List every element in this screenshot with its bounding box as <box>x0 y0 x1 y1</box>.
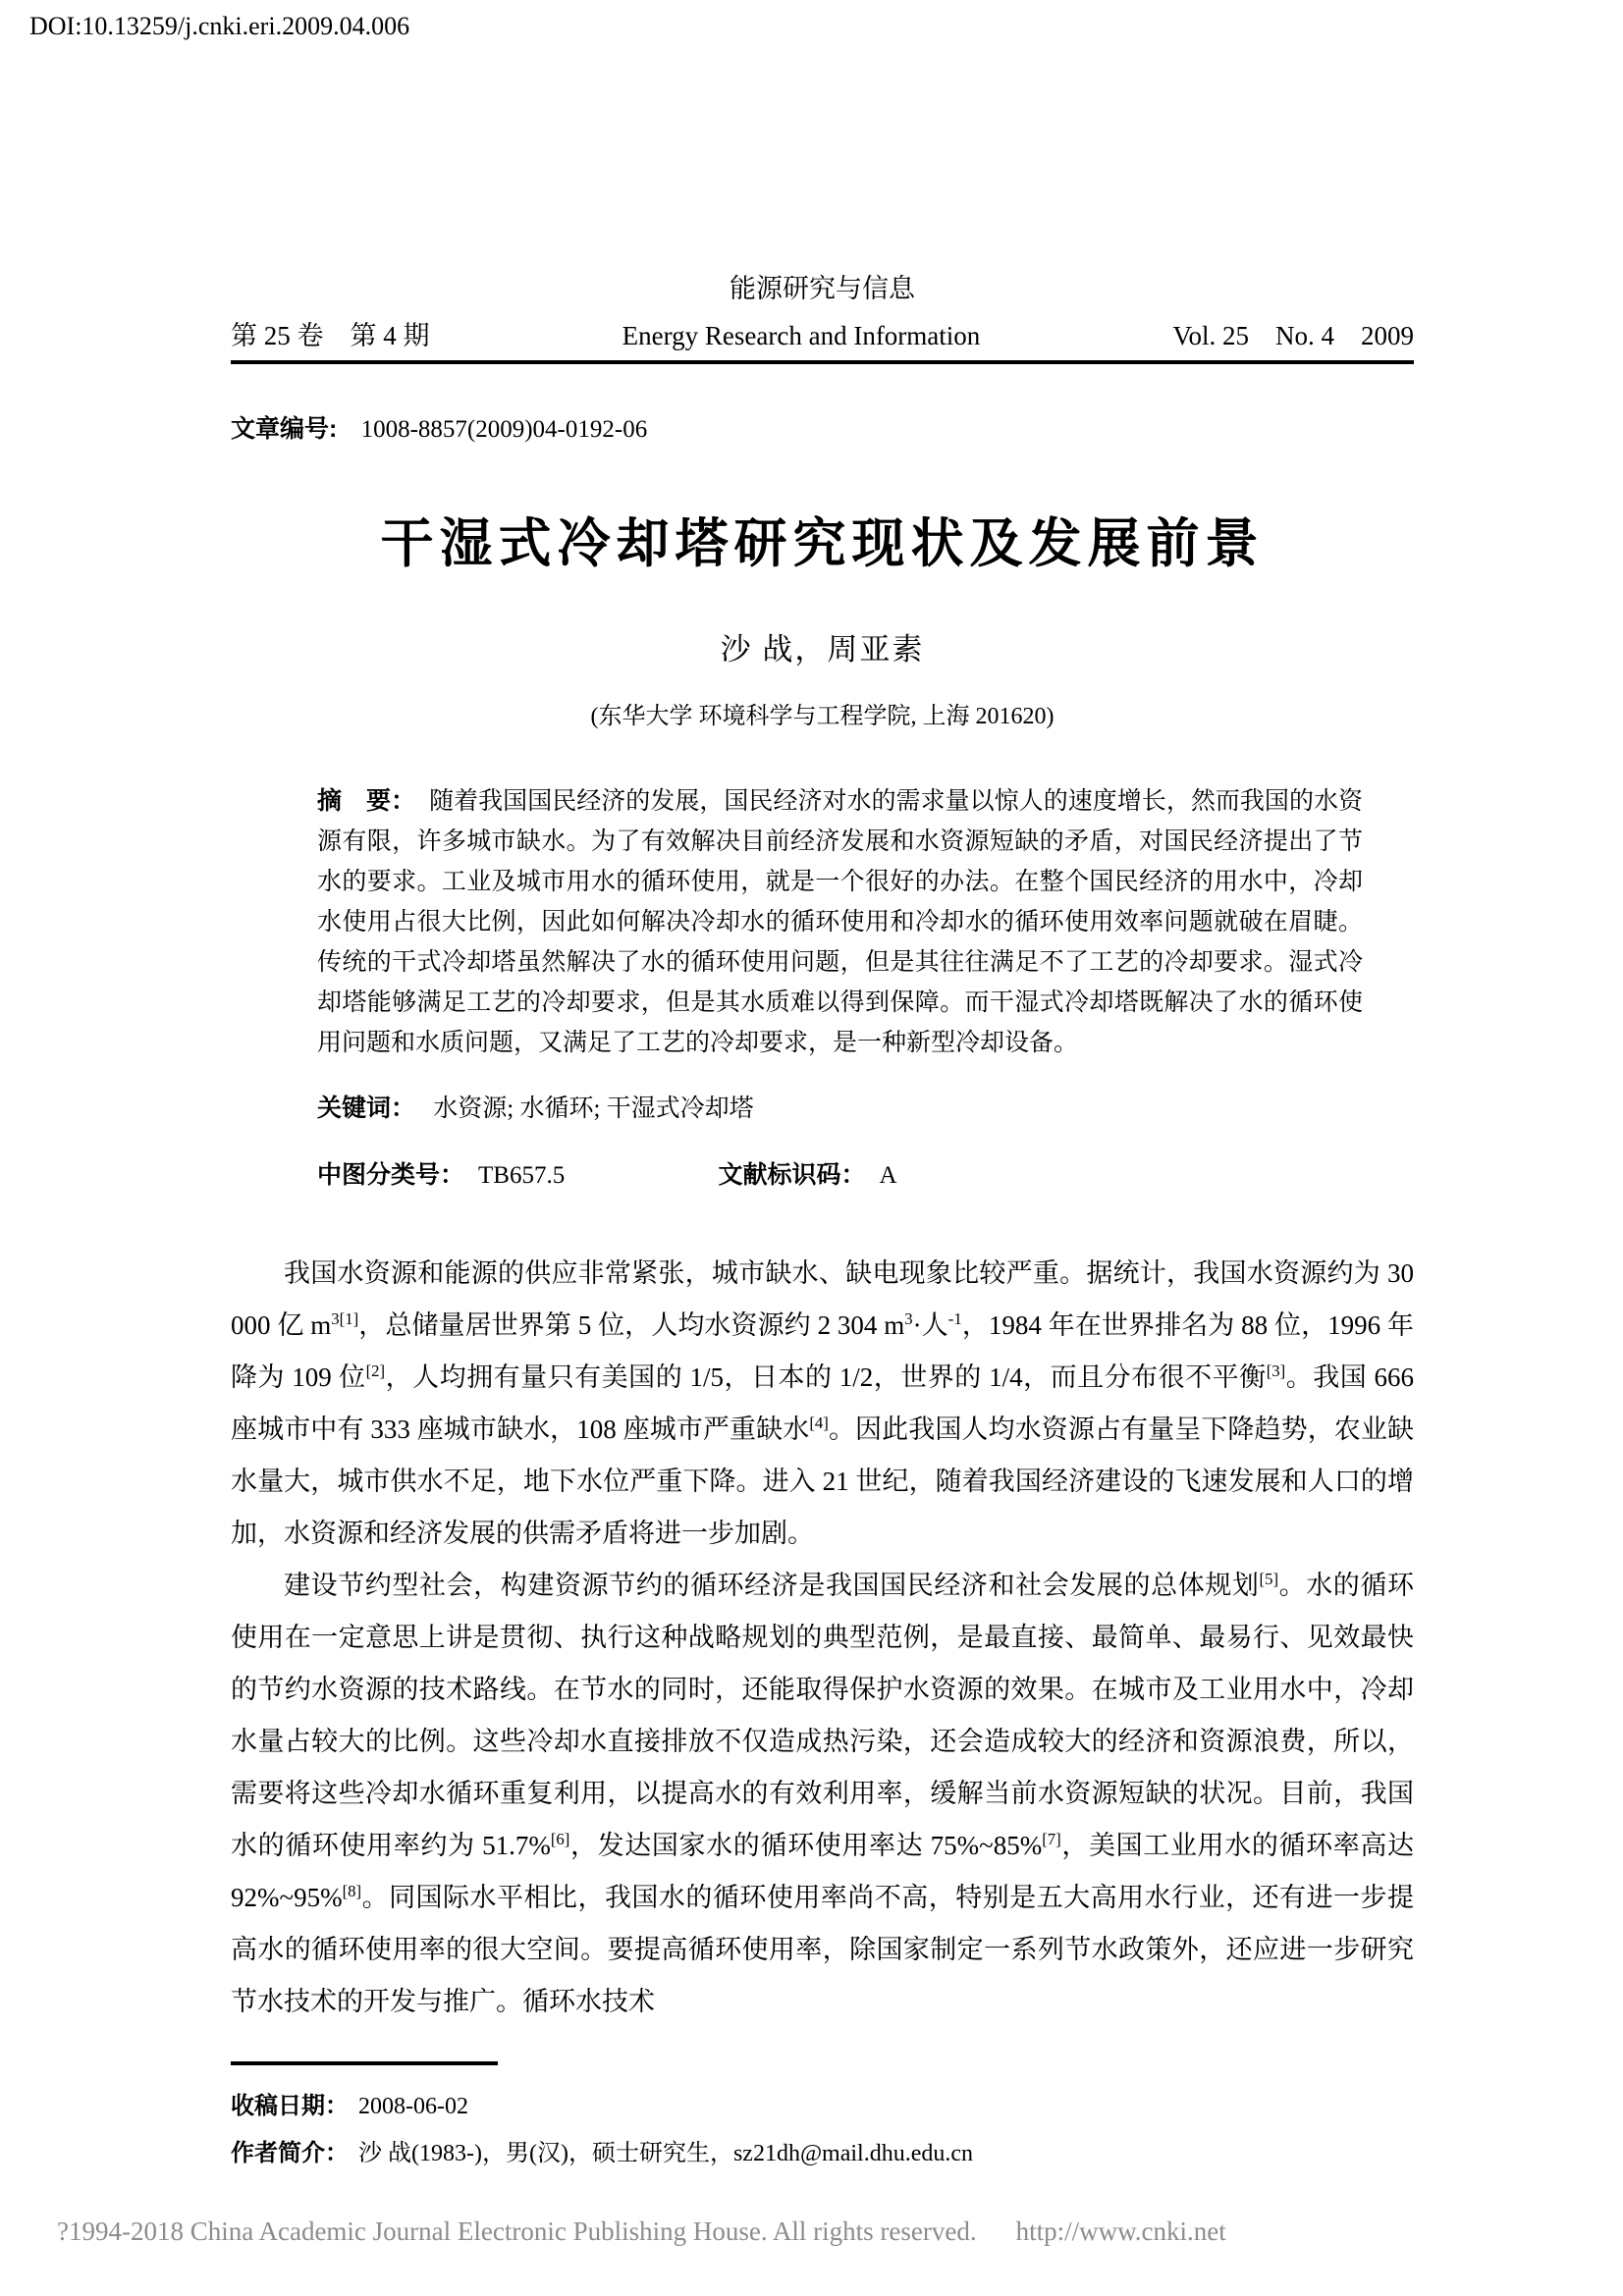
footnote-rule <box>231 2061 498 2065</box>
received-date-line <box>231 2083 1414 2130</box>
author-bio-label: 作者简介： <box>231 2140 349 2166</box>
content-column <box>231 0 1414 2177</box>
copyright-bar <box>57 2216 1226 2247</box>
page-title: 干湿式冷却塔研究现状及发展前景 <box>380 514 1265 573</box>
article-number-line <box>231 409 1414 445</box>
keywords-value: 水资源; 水循环; 干湿式冷却塔 <box>433 1095 754 1122</box>
body-paragraph: 建设节约型社会，构建资源节约的循环经济是我国国民经济和社会发展的总体规划[5]。水的循环使用在一定意思上讲是贯彻、执行这种战略规划的典型范例，是最直接、最简单、最易行、见效最快的节约水资源的技术路线。在节水的同时，还能取得保护水资源的效果。在城市及工业用水中，冷却水量占较大的比例。这些冷却水直接排放不仅造成热污染，还会造成较大的经济和资源浪费，所以，需要将这些冷却水循环重复利用，以提高水的有效利用率，缓解当前水资源短缺的状况。目前，我国水的循环使用率约为 51.7%[6]，发达国家水的循环使用率达 75%~85%[7]，美国工业用水的循环率高达 92%~95%[8]。同国际水平相比，我国水的循环使用率尚不高，特别是五大高用水行业，还有进一步提高水的循环使用率的很大空间。要提高循环使用率，除国家制定一系列节水政策外，还应进一步研究节水技术的开发与推广。循环水技术 <box>231 1570 1415 2016</box>
abstract-label: 摘 要： <box>317 787 416 815</box>
doc-code-label: 文献标识码： <box>718 1161 866 1189</box>
journal-header-row <box>231 314 1414 360</box>
copyright-url: http://www.cnki.net <box>1015 2216 1226 2246</box>
clc-value: TB657.5 <box>478 1162 566 1189</box>
abstract-text: 随着我国国民经济的发展，国民经济对水的需求量以惊人的速度增长，然而我国的水资源有限，许多城市缺水。为了有效解决目前经济发展和水资源短缺的矛盾，对国民经济提出了节水的要求。工业及城市用水的循环使用，就是一个很好的办法。在整个国民经济的用水中，冷却水使用占很大比例，因此如何解决冷却水的循环使用和冷却水的循环使用效率问题就破在眉睫。传统的干式冷却塔虽然解决了水的循环使用问题，但是其往往满足不了工艺的冷却要求。湿式冷却塔能够满足工艺的冷却要求，但是其水质难以得到保障。而干湿式冷却塔既解决了水的循环使用问题和水质问题，又满足了工艺的冷却要求，是一种新型冷却设备。 <box>317 788 1363 1056</box>
issue-info-cn: 第 25 卷 第 4 期 <box>231 321 430 350</box>
keywords-line <box>231 1089 1414 1124</box>
header-rule <box>231 360 1414 364</box>
author-bio-line <box>231 2130 1414 2177</box>
affiliation: (东华大学 环境科学与工程学院, 上海 201620) <box>590 704 1055 729</box>
authors: 沙 战，周亚素 <box>720 632 925 667</box>
issue-info-en: Vol. 25 No. 4 2009 <box>1172 321 1414 350</box>
journal-title-cn: 能源研究与信息 <box>730 274 915 303</box>
footnote-block <box>231 2061 1414 2177</box>
article-number-value: 1008-8857(2009)04-0192-06 <box>360 416 648 443</box>
received-date: 2008-06-02 <box>358 2094 468 2119</box>
doc-code-value: A <box>879 1162 897 1189</box>
body-text <box>231 1248 1414 2028</box>
received-label: 收稿日期： <box>231 2093 349 2119</box>
clc-label: 中图分类号： <box>317 1161 465 1189</box>
doi-text: DOI:10.13259/j.cnki.eri.2009.04.006 <box>29 12 410 40</box>
keywords-label: 关键词： <box>317 1095 416 1122</box>
doc-code-group <box>718 1162 896 1189</box>
classification-line <box>231 1155 1414 1191</box>
body-paragraph: 我国水资源和能源的供应非常紧张，城市缺水、缺电现象比较严重。据统计，我国水资源约为 30 000 亿 $m^{3[1]}$，总储量居世界第 5 位，人均水资源约 2 304 $m^3\cdot$人$^{-1}$，1984 年在世界排名为 88 位，1996 年降为 109 位[2]，人均拥有量只有美国的 1/5，日本的 1/2，世界的 1/4，而且分布很不平衡[3]。我国 666 座城市中有 333 座城市缺水，108 座城市严重缺水[4]。因此我国人均水资源占有量呈下降趋势，农业缺水量大，城市供水不足，地下水位严重下降。进入 21 世纪，随着我国经济建设的飞速发展和人口的增加，水资源和经济发展的供需矛盾将进一步加剧。 <box>231 1258 1415 1548</box>
article-number-label: 文章编号: <box>231 415 338 443</box>
abstract-block <box>231 781 1414 1063</box>
copyright-text: ?1994-2018 China Academic Journal Electronic Publishing House. All rights reserved. <box>57 2216 977 2246</box>
author-bio: 沙 战(1983-)，男(汉)，硕士研究生，sz21dh@mail.dhu.edu.cn <box>358 2141 974 2166</box>
journal-title-en: Energy Research and Information <box>622 321 981 350</box>
